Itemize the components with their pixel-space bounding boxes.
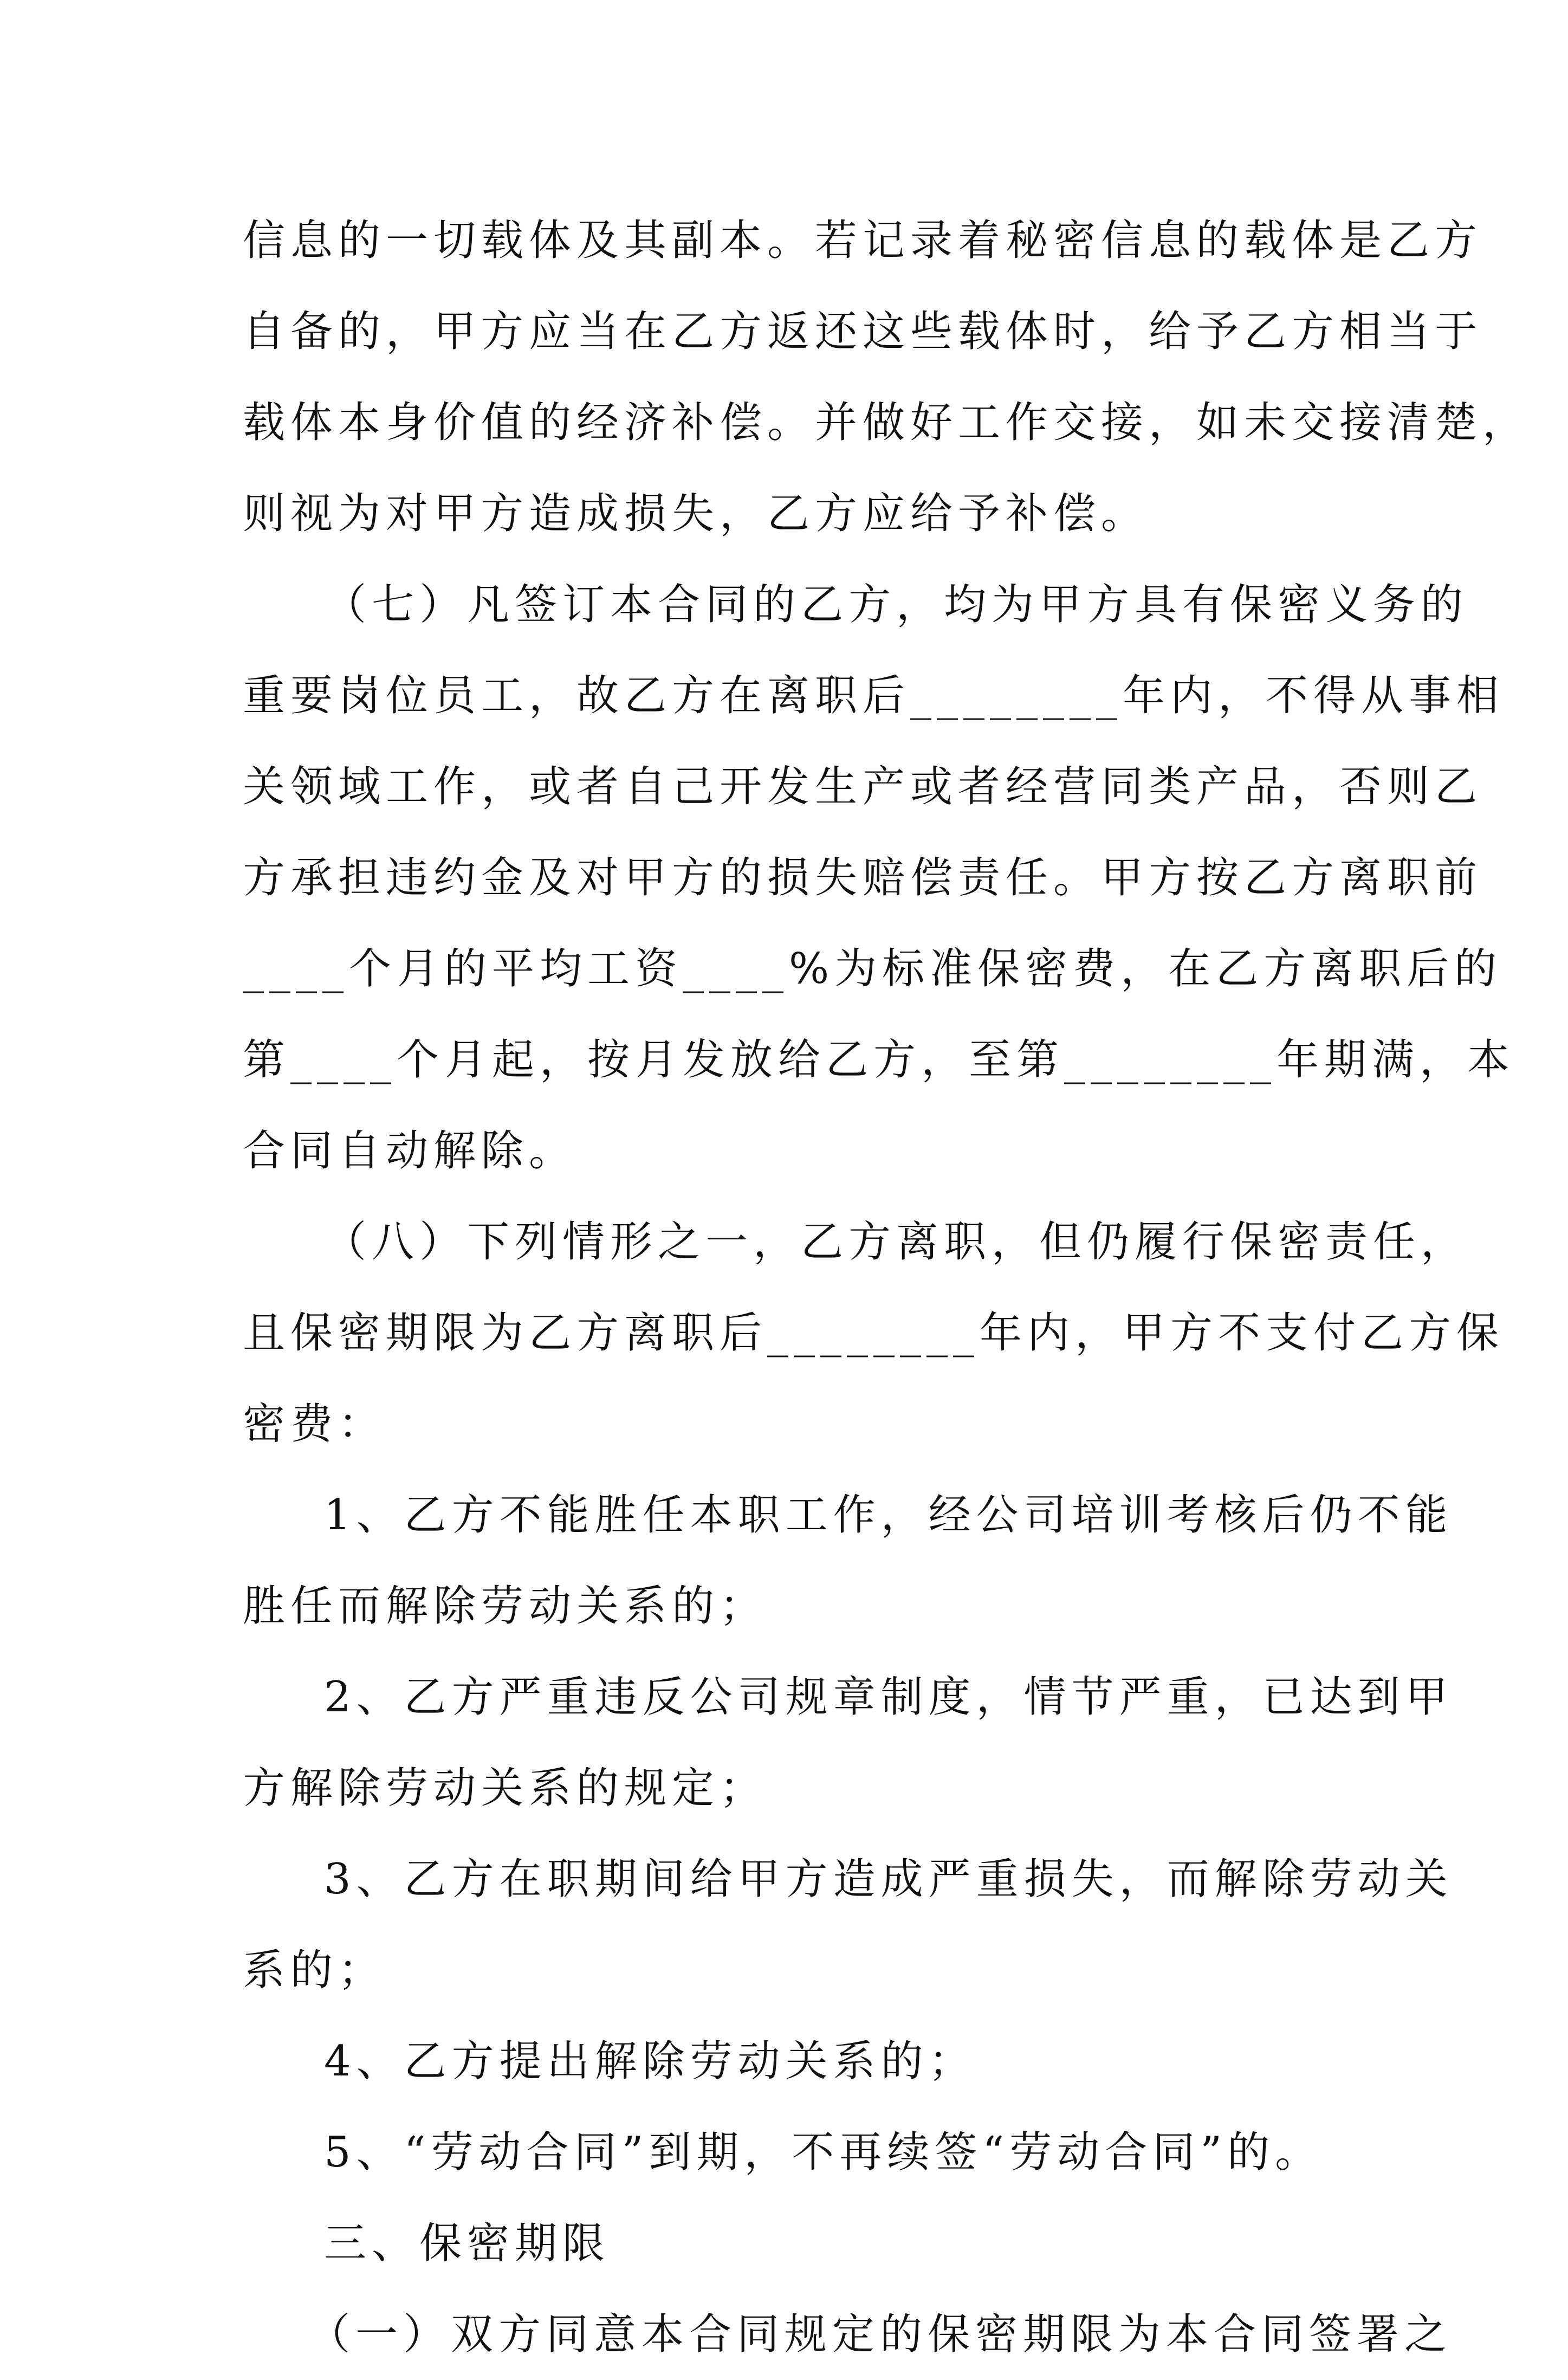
list-item: 4、乙方提出解除劳动关系的； [324, 2037, 976, 2086]
list-item: 5、“劳动合同”到期，不再续签“劳动合同”的。 [324, 2128, 1323, 2177]
list-item: 1、乙方不能胜任本职工作，经公司培训考核后仍不能 [324, 1491, 1453, 1540]
text-line: 第____个月起，按月发放给乙方，至第________年期满，本 [243, 1036, 1515, 1084]
text-line: 方解除劳动关系的规定； [243, 1764, 768, 1813]
text-line: 系的； [243, 1946, 386, 1995]
clause-heading: （七）凡签订本合同的乙方，均为甲方具有保密义务的 [324, 580, 1469, 629]
text-line: 合同自动解除。 [243, 1127, 577, 1175]
text-line: 方承担违约金及对甲方的损失赔偿责任。甲方按乙方离职前 [243, 853, 1483, 902]
text-line: 关领域工作，或者自己开发生产或者经营同类产品，否则乙 [243, 762, 1483, 811]
text-line: 载体本身价值的经济补偿。并做好工作交接，如未交接清楚， [243, 398, 1531, 447]
list-item: 2、乙方严重违反公司规章制度，情节严重，已达到甲 [324, 1673, 1453, 1722]
text-line: 重要岗位员工，故乙方在离职后________年内，不得从事相 [243, 671, 1505, 720]
text-line: 密费： [243, 1400, 386, 1448]
text-line: 且保密期限为乙方离职后________年内，甲方不支付乙方保 [243, 1309, 1505, 1357]
list-item: 3、乙方在职期间给甲方造成严重损失，而解除劳动关 [324, 1855, 1453, 1904]
clause-heading: （八）下列情形之一，乙方离职，但仍履行保密责任， [324, 1218, 1469, 1266]
text-line: ____个月的平均工资____%为标准保密费，在乙方离职后的 [243, 945, 1502, 993]
text-line: 自备的，甲方应当在乙方返还这些载体时，给予乙方相当于 [243, 307, 1483, 356]
text-line: 信息的一切载体及其副本。若记录着秘密信息的载体是乙方 [243, 216, 1483, 265]
document-body [243, 195, 1531, 2380]
text-line: 则视为对甲方造成损失，乙方应给予补偿。 [243, 489, 1149, 538]
section-heading: 三、保密期限 [324, 2219, 611, 2268]
clause-heading: （一）双方同意本合同规定的保密期限为本合同签署之 [308, 2310, 1453, 2359]
text-line: 胜任而解除劳动关系的； [243, 1582, 768, 1631]
